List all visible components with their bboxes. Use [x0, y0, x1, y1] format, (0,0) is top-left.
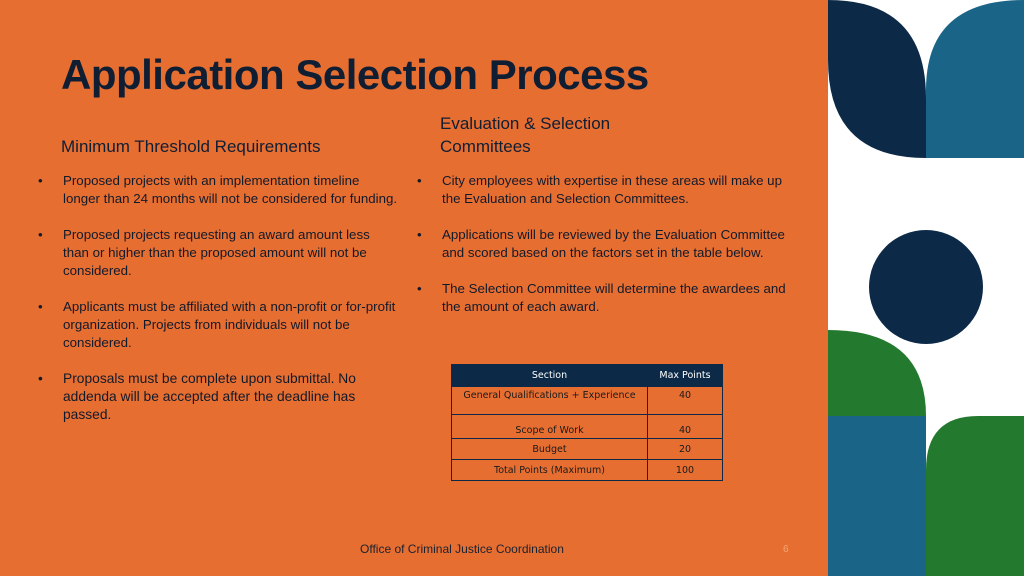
table-cell: Budget [452, 439, 648, 460]
column-header-max-points: Max Points [648, 365, 723, 387]
bullet: • [417, 281, 422, 296]
threshold-requirements-list [38, 172, 398, 442]
table-cell: 40 [648, 387, 723, 415]
bullet: • [38, 299, 43, 314]
bullet: • [38, 173, 43, 188]
teal-leaf-shape [926, 0, 1024, 158]
left-column-heading: Minimum Threshold Requirements [61, 137, 321, 156]
table-cell: General Qualifications + Experience [452, 387, 648, 415]
decorative-shapes [828, 0, 1024, 576]
table-row [452, 415, 723, 439]
table-cell: Total Points (Maximum) [452, 460, 648, 481]
table-row [452, 439, 723, 460]
bullet: • [38, 371, 43, 386]
table-cell: 40 [648, 415, 723, 439]
green-bottom-shape [926, 416, 1024, 576]
green-left-shape [828, 330, 926, 416]
table-cell: Scope of Work [452, 415, 648, 439]
list-item-text: Proposed projects requesting an award amount less than or higher than the proposed amount will not be considered. [63, 227, 370, 278]
committees-list [417, 172, 787, 334]
list-item-text: Applications will be reviewed by the Evaluation Committee and scored based on the factors set in the table below. [442, 227, 785, 260]
list-item-text: Applicants must be affiliated with a non-profit or for-profit organization. Projects from individuals will not be considered. [63, 299, 396, 350]
table-row [452, 460, 723, 481]
list-item-text: Proposals must be complete upon submittal. No addenda will be accepted after the deadline has passed. [63, 371, 356, 422]
list-item-text: Proposed projects with an implementation timeline longer than 24 months will not be considered for funding. [63, 173, 398, 206]
list-item [417, 172, 787, 208]
table-cell: 100 [648, 460, 723, 481]
table-header-row [452, 365, 723, 387]
slide-title: Application Selection Process [61, 51, 649, 98]
bullet: • [417, 173, 422, 188]
list-item [417, 280, 787, 316]
table-row [452, 387, 723, 415]
list-item [38, 172, 398, 208]
table-cell: 20 [648, 439, 723, 460]
scoring-table [451, 364, 723, 481]
page-number: 6 [783, 544, 789, 555]
list-item [417, 226, 787, 262]
bullet: • [38, 227, 43, 242]
list-item-text: The Selection Committee will determine the awardees and the amount of each award. [442, 281, 786, 314]
list-item [38, 298, 398, 352]
navy-circle-shape [869, 230, 983, 344]
decorative-shapes-panel [828, 0, 1024, 576]
list-item [38, 226, 398, 280]
footer-text: Office of Criminal Justice Coordination [360, 542, 564, 556]
bullet: • [417, 227, 422, 242]
list-item [38, 370, 398, 424]
column-header-section: Section [452, 365, 648, 387]
right-column-heading: Evaluation & Selection Committees [440, 114, 611, 156]
teal-bottom-shape [828, 416, 926, 576]
navy-leaf-shape [828, 0, 926, 158]
list-item-text: City employees with expertise in these areas will make up the Evaluation and Selection Committees. [442, 173, 782, 206]
